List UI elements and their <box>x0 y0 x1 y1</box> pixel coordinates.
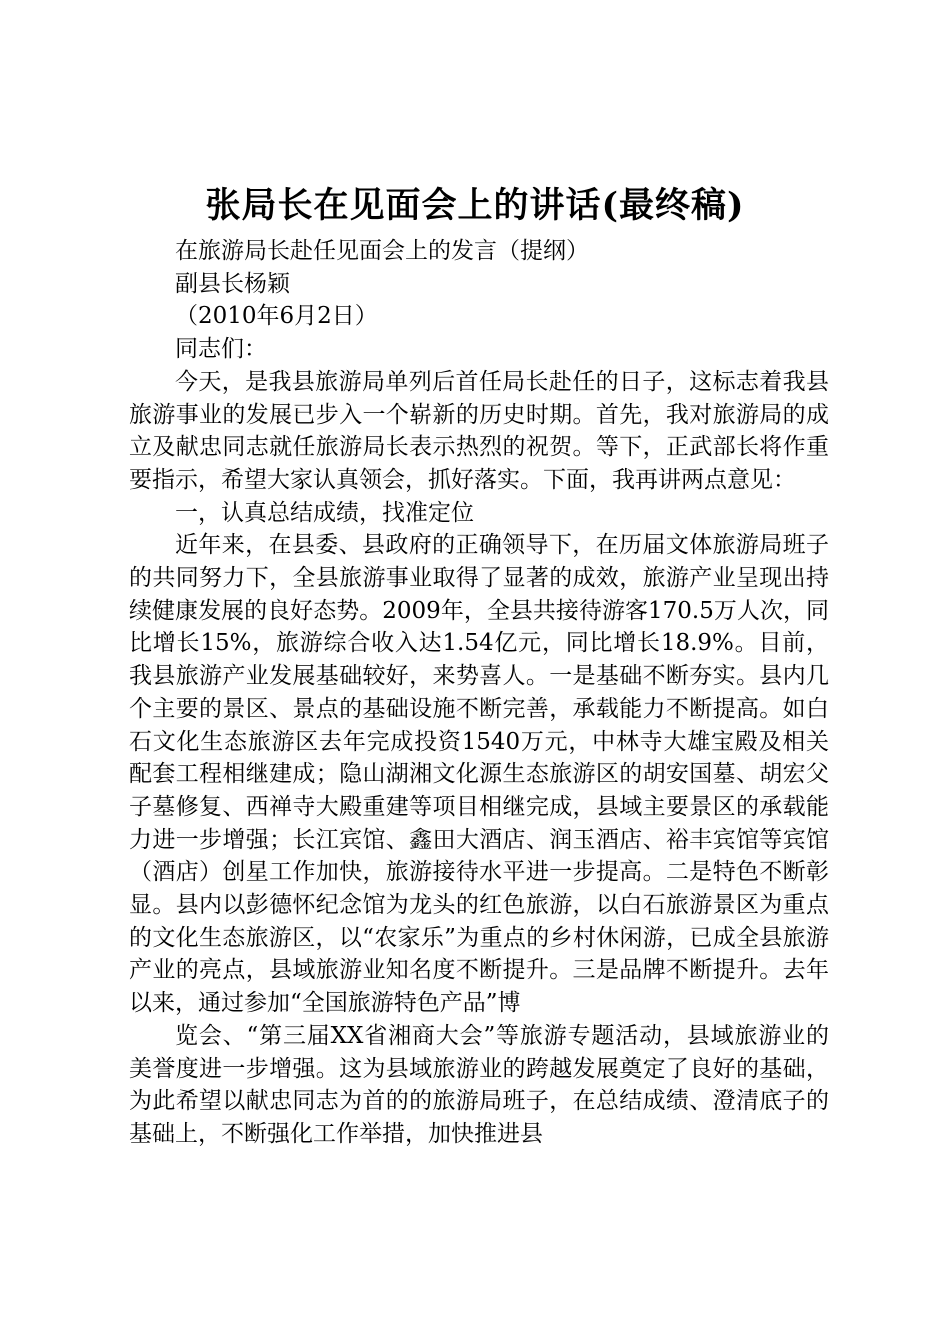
speech-heading: 在旅游局长赴任见面会上的发言（提纲） <box>175 238 589 264</box>
section-heading-1: 一，认真总结成绩，找准定位 <box>175 499 474 526</box>
document-body <box>129 235 829 1151</box>
paragraph-continuation: 览会、“第三届XX省湘商大会”等旅游专题活动，县域旅游业的美誉度进一步增强。这为县域旅游业的跨越发展奠定了良好的基础，为此希望以献忠同志为首的的旅游局班子，在总结成绩、澄清底子的基础上，不断强化工作举措，加快推进县 <box>129 1022 829 1147</box>
speaker-line: 副县长杨颖 <box>175 270 290 297</box>
paragraph-achievements: 近年来，在县委、县政府的正确领导下，在历届文体旅游局班子的共同努力下，全县旅游事业取得了显著的成效，旅游产业呈现出持续健康发展的良好态势。2009年，全县共接待游客170.5万人次，同比增长15%，旅游综合收入达1.54亿元，同比增长18.9%。目前，我县旅游产业发展基础较好，来势喜人。一是基础不断夯实。县内几个主要的景区、景点的基础设施不断完善，承载能力不断提高。如白石文化生态旅游区去年完成投资1540万元，中林寺大雄宝殿及相关配套工程相继建成；隐山湖湘文化源生态旅游区的胡安国墓、胡宏父子墓修复、西禅寺大殿重建等项目相继完成，县域主要景区的承载能力进一步增强；长江宾馆、鑫田大酒店、润玉酒店、裕丰宾馆等宾馆（酒店）创星工作加快，旅游接待水平进一步提高。二是特色不断彰显。县内以彭德怀纪念馆为龙头的红色旅游，以白石旅游景区为重点的文化生态旅游区，以“农家乐”为重点的乡村休闲游，已成全县旅游产业的亮点，县域旅游业知名度不断提升。三是品牌不断提升。去年以来，通过参加“全国旅游特色产品”博 <box>129 532 829 1017</box>
date-line: （2010年6月2日） <box>175 303 378 330</box>
salutation: 同志们： <box>175 336 267 363</box>
document-title: 张局长在见面会上的讲话(最终稿) <box>205 185 745 226</box>
paragraph-intro: 今天，是我县旅游局单列后首任局长赴任的日子，这标志着我县旅游事业的发展已步入一个崭新的历史时期。首先，我对旅游局的成立及献忠同志就任旅游局长表示热烈的祝贺。等下，正武部长将作重要指示，希望大家认真领会，抓好落实。下面，我再讲两点意见： <box>129 368 829 493</box>
